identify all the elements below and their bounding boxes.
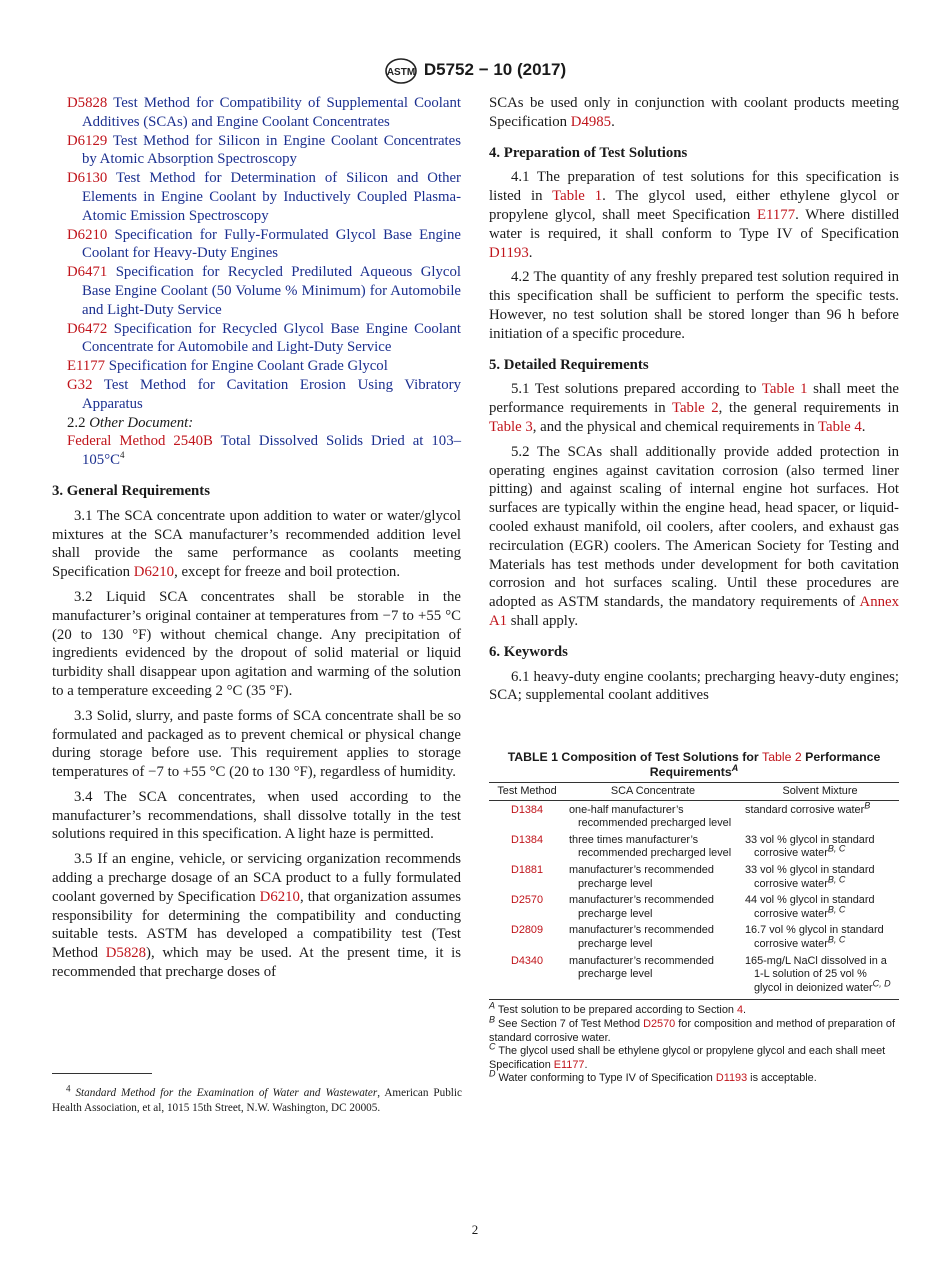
page-header <box>0 58 950 84</box>
reference-entry <box>52 169 461 225</box>
section-4-heading: 4. Preparation of Test Solutions <box>489 144 688 161</box>
paragraph-3-1: 3.1 The SCA concentrate upon addition to water or water/glycol mixtures at the SCA manufacturer’s recommended addition level shall provide the same performance as coolants meeting Specification D6210, except for freeze and boil protection. <box>52 507 461 581</box>
column-header: Test Method <box>489 783 565 801</box>
reference-entry <box>52 320 461 358</box>
composition-table <box>489 782 899 1000</box>
table-1-caption: TABLE 1 Composition of Test Solutions for Table 2 Performance Requirements$^A$ <box>507 750 881 779</box>
solvent-mixture-cell: 44 vol % glycol in standard corrosive water$^{B, C}$ <box>745 894 875 920</box>
test-method-link[interactable]: D1384 <box>510 803 544 816</box>
d1193-link[interactable]: D1193 <box>715 1072 748 1085</box>
e1177-link[interactable]: E1177 <box>757 206 796 223</box>
footnote-4: $^4$ Standard Method for the Examination of Water and Wastewater, American Public Health Association, et al, 1015 15th Street, N.W. Washington, DC 20005. <box>52 1083 462 1114</box>
section-6-heading: 6. Keywords <box>489 643 568 660</box>
table-1-link[interactable]: Table 1 <box>761 381 808 398</box>
paragraph-3-3: 3.3 Solid, slurry, and paste forms of SCA concentrate shall be so formulated and packaged as to prevent chemical or physical change during storage before use. This requirement applies to storage temperatures of −7 to +55 °C (20 to 130 °F), regardless of humidity. <box>52 707 461 781</box>
column-header: SCA Concentrate <box>565 783 741 801</box>
table-row <box>489 921 899 951</box>
reference-title-link[interactable]: Test Method for Silicon in Engine Coolant Concentrates by Atomic Absorption Spectroscopy <box>82 132 461 168</box>
footnote-divider <box>52 1073 152 1074</box>
reference-title-link[interactable]: Specification for Recycled Prediluted Aqueous Glycol Base Engine Coolant (50 Volume % Minimum) for Automobile and Light-Duty Service <box>82 264 462 318</box>
paragraph-5-2: 5.2 The SCAs shall additionally provide added protection in operating engines against cavitation corrosion (also termed liner pitting) and against scaling of internal engine hot surfaces. Hot surfaces are typically within the engine head, head spacer, or liquid-cooled exhaust manifold, oil coolers, after coolers, and exhaust gas recirculation (EGR) coolers. The American Society for Testing and Materials has test methods under development for both cavitation corrosion and hot surfaces scaling. Until these procedures are adopted as ASTM standards, the mandatory requirements of Annex A1 shall apply. <box>489 443 899 629</box>
table-row <box>489 952 899 1000</box>
table-footnote-b: $^B$ See Section 7 of Test Method D2570 for composition and method of preparation of standard corrosive water. <box>489 1014 895 1044</box>
test-method-link[interactable]: D1384 <box>510 833 544 846</box>
test-method-link[interactable]: D2570 <box>510 894 544 907</box>
reference-entry <box>52 226 461 264</box>
reference-entry <box>52 263 461 319</box>
other-document-entry <box>67 432 461 470</box>
paragraph-4-1: 4.1 The preparation of test solutions for this specification is listed in Table 1. The glycol used, either ethylene glycol or propylene glycol, shall meet Specification E1177. Where distilled water is required, it shall conform to Type IV of Specification D1193. <box>489 169 900 261</box>
d1193-link[interactable]: D1193 <box>489 244 529 261</box>
d5828-link[interactable]: D5828 <box>105 945 147 962</box>
test-method-link[interactable]: D2809 <box>510 924 544 937</box>
table-1-footnotes <box>489 1000 899 1086</box>
test-method-link[interactable]: D1881 <box>510 863 544 876</box>
table-2-link[interactable]: Table 2 <box>762 750 802 764</box>
reference-title-link[interactable]: Specification for Recycled Glycol Base Engine Coolant Concentrate for Automobile and Light-Duty Service <box>82 320 461 356</box>
table-row <box>489 800 899 831</box>
reference-entry <box>52 357 461 376</box>
sca-concentrate-cell: manufacturer’s recommended precharge level <box>569 863 714 890</box>
sca-concentrate-cell: manufacturer’s recommended precharge level <box>565 952 741 1000</box>
d4985-link[interactable]: D4985 <box>570 113 612 130</box>
paragraph-4-2: 4.2 The quantity of any freshly prepared test solution required in this specification shall be sufficient to perform the specific tests. However, no test solution shall be stored longer than 96 h before initiation of a specific procedure. <box>489 269 899 342</box>
table-1-link[interactable]: Table 1 <box>552 188 603 205</box>
solvent-mixture-cell: standard corrosive water$^B$ <box>745 799 871 816</box>
federal-method-link[interactable]: Federal Method 2540B <box>67 433 213 450</box>
column-header: Solvent Mixture <box>741 783 899 801</box>
annex-a1-link[interactable]: Annex A1 <box>489 594 899 629</box>
solvent-mixture-cell: 16.7 vol % glycol in standard corrosive water$^{B, C}$ <box>745 924 884 950</box>
table-2-link[interactable]: Table 2 <box>671 400 719 417</box>
test-method-link[interactable]: D4340 <box>510 954 544 967</box>
solvent-mixture-cell: 33 vol % glycol in standard corrosive water$^{B, C}$ <box>745 863 875 890</box>
reference-code-link[interactable]: D5828 <box>67 95 108 111</box>
reference-code-link[interactable]: E1177 <box>67 358 106 375</box>
reference-title-link[interactable]: Test Method for Determination of Silicon and Other Elements in Engine Coolant by Inductively Coupled Plasma-Atomic Emission Spectroscopy <box>82 170 461 224</box>
reference-code-link[interactable]: D6471 <box>67 264 108 281</box>
sca-concentrate-cell: manufacturer’s recommended precharge level <box>569 894 714 920</box>
left-column <box>52 94 461 988</box>
paragraph-6-1: 6.1 heavy-duty engine coolants; precharging heavy-duty engines; SCA; supplemental coolant additives <box>489 668 899 704</box>
table-3-link[interactable]: Table 3 <box>489 418 533 435</box>
paragraph-3-5: 3.5 If an engine, vehicle, or servicing organization recommends adding a precharge dosage of an SCA product to a fully formulated coolant governed by Specification D6210, that organization assumes responsibility for determining the compatibility and conducting suitable tests. ASTM has developed a compatibility test (Test Method D5828), which may be used. At the present time, it is recommended that precharge doses of <box>52 851 462 981</box>
reference-entry <box>52 376 461 414</box>
sca-concentrate-cell: one-half manufacturer’s recommended precharged level <box>569 803 732 830</box>
table-row <box>489 891 899 921</box>
table-row <box>489 861 899 891</box>
paragraph-5-1: 5.1 Test solutions prepared according to Table 1 shall meet the performance requirements in Table 2, the general requirements in Table 3, and the physical and chemical requirements in Table 4. <box>489 381 900 435</box>
reference-title-link[interactable]: Specification for Fully-Formulated Glycol Base Engine Coolant for Heavy-Duty Engines <box>82 226 461 262</box>
reference-title-link[interactable]: Specification for Engine Coolant Grade Glycol <box>108 358 388 375</box>
footnote-marker: 4 <box>119 450 125 461</box>
solvent-mixture-cell: 33 vol % glycol in standard corrosive water$^{B, C}$ <box>745 833 875 860</box>
reference-code-link[interactable]: D6129 <box>67 132 108 149</box>
d6210-link[interactable]: D6210 <box>259 888 300 905</box>
right-column <box>489 94 899 711</box>
reference-code-link[interactable]: G32 <box>67 376 93 393</box>
astm-logo-icon <box>384 58 418 84</box>
reference-code-link[interactable]: D6130 <box>67 170 108 187</box>
d6210-link[interactable]: D6210 <box>133 564 175 581</box>
section-3-heading: 3. General Requirements <box>52 482 210 499</box>
federal-method-title[interactable]: Total Dissolved Solids Dried at 103–105°C <box>82 433 461 469</box>
svg-text:ASTM: ASTM <box>386 67 416 78</box>
table-1 <box>489 750 899 1086</box>
reference-entry <box>52 132 461 170</box>
referenced-documents-list <box>52 94 461 414</box>
reference-title-link[interactable]: Test Method for Compatibility of Supplemental Coolant Additives (SCAs) and Engine Coolant Concentrates <box>82 95 461 130</box>
table-footnote-c: $^C$ The glycol used shall be ethylene glycol or propylene glycol and each shall meet Specification E1177. <box>489 1041 886 1071</box>
table-footnote-a: $^A$ Test solution to be prepared according to Section 4. <box>489 1000 747 1017</box>
paragraph-3-2: 3.2 Liquid SCA concentrates shall be storable in the manufacturer’s original container at temperatures from −7 to +55 °C (20 to 130 °F) without chemical change. Any precipitation of ingredients evidenced by the dropout of solid material or liquid turbidity shall disappear upon agitation and warming of the solution to a temperature exceeding 2 °C (35 °F). <box>52 588 461 699</box>
reference-entry <box>52 94 461 132</box>
section-4-link[interactable]: 4 <box>736 1004 744 1017</box>
d2570-link[interactable]: D2570 <box>643 1017 676 1030</box>
reference-code-link[interactable]: D6210 <box>67 226 108 243</box>
table-row <box>489 831 899 861</box>
solvent-mixture-cell: 165-mg/L NaCl dissolved in a 1-L solution of 25 vol % glycol in deionized water$^{C, D}$ <box>741 952 899 1000</box>
table-4-link[interactable]: Table 4 <box>818 418 862 435</box>
section-5-heading: 5. Detailed Requirements <box>489 356 649 373</box>
paragraph-continuation: SCAs be used only in conjunction with coolant products meeting Specification D4985. <box>489 95 899 130</box>
reference-code-link[interactable]: D6472 <box>67 320 108 337</box>
table-footnote-d: $^D$ Water conforming to Type IV of Specification D1193 is acceptable. <box>489 1068 817 1085</box>
sca-concentrate-cell: manufacturer’s recommended precharge level <box>569 924 714 950</box>
reference-title-link[interactable]: Test Method for Cavitation Erosion Using Vibratory Apparatus <box>82 376 461 412</box>
page-number: 2 <box>471 1222 479 1237</box>
other-document-heading: 2.2 Other Document: <box>67 414 194 431</box>
paragraph-3-4: 3.4 The SCA concentrates, when used according to the manufacturer’s recommendations, shall dissolve totally in the test solutions required in this specification. A light haze is permitted. <box>52 788 461 843</box>
document-designation: D5752 − 10 (2017) <box>423 60 567 79</box>
e1177-link[interactable]: E1177 <box>553 1058 585 1071</box>
table-body <box>489 800 899 1000</box>
sca-concentrate-cell: three times manufacturer’s recommended precharged level <box>569 833 732 860</box>
